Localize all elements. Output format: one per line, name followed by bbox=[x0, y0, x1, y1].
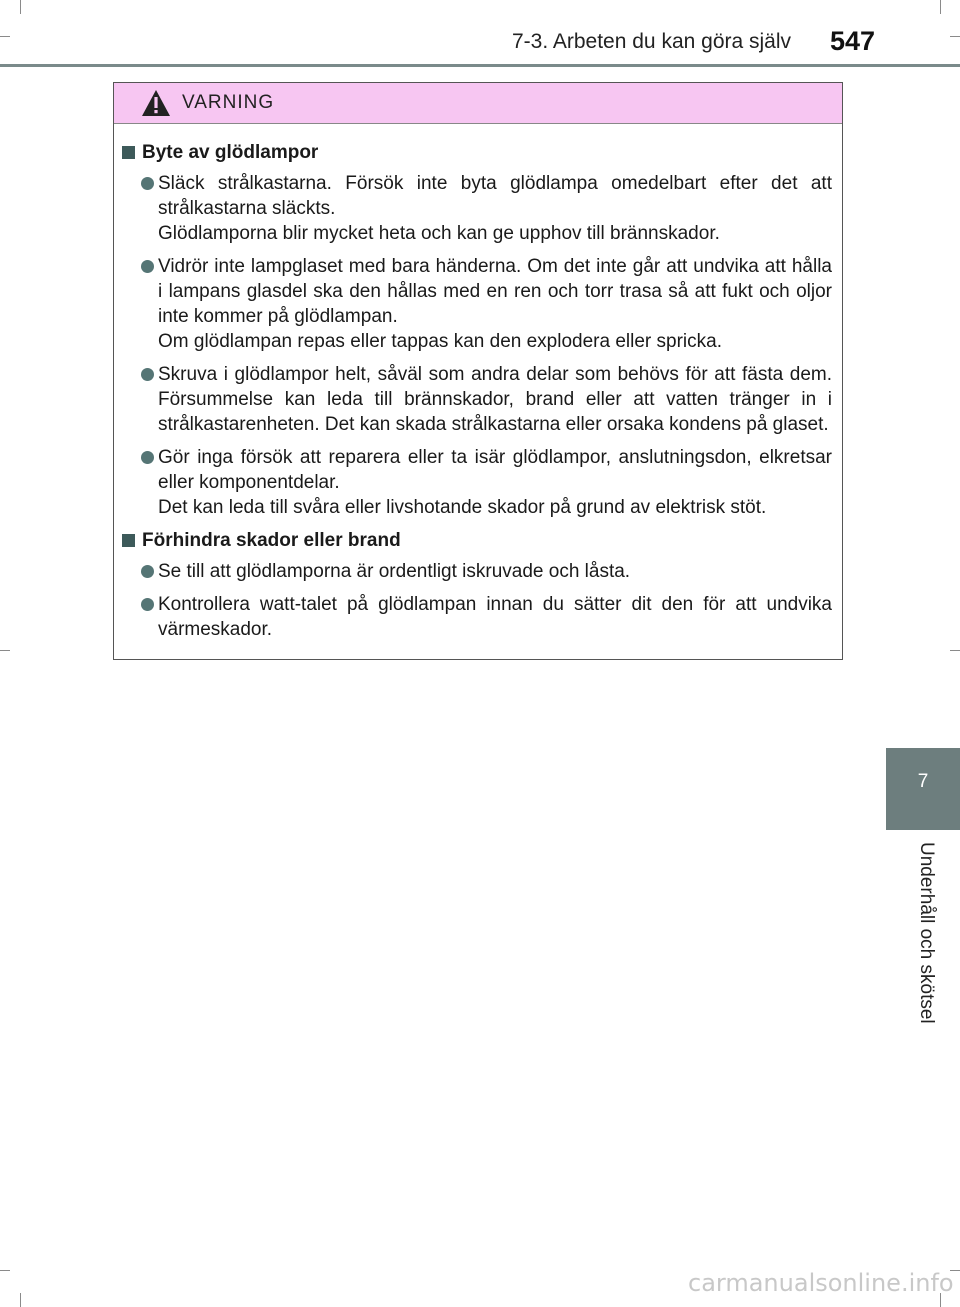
section-heading bbox=[122, 140, 832, 165]
section-heading-text: Förhindra skador eller brand bbox=[142, 530, 401, 551]
list-item-text: Glödlamporna blir mycket heta och kan ge upphov till brännskador. bbox=[158, 223, 720, 244]
crop-mark bbox=[950, 36, 960, 37]
list-item-text: Vidrör inte lampglaset med bara händerna. Om det inte går att undvika att hålla i lampans glasdel ska den hållas med en ren och torr trasa så att fukt och oljor inte kommer på glödlampan. bbox=[158, 256, 832, 327]
list-item-text: Skruva i glödlampor helt, såväl som andra delar som behövs för att fästa dem. Försummelse kan leda till brännskador, brand eller att vatten tränger in i strålkastarenheten. Det kan skada strålkastarna eller orsaka kondens på glaset. bbox=[158, 364, 832, 435]
list-item bbox=[122, 559, 832, 584]
list-item bbox=[122, 171, 832, 246]
bullet-dot-icon bbox=[141, 451, 154, 464]
crop-mark bbox=[20, 0, 21, 14]
bullet-dot-icon bbox=[141, 260, 154, 273]
section-heading-text: Byte av glödlampor bbox=[142, 142, 319, 163]
header-rule bbox=[0, 64, 960, 67]
warning-box bbox=[113, 82, 843, 660]
crop-mark bbox=[20, 1293, 21, 1307]
list-item-text: Se till att glödlamporna är ordentligt iskruvade och låsta. bbox=[158, 561, 631, 582]
watermark: carmanualsonline.info bbox=[688, 1269, 954, 1297]
warning-body bbox=[114, 124, 842, 642]
crop-mark bbox=[940, 0, 941, 14]
square-bullet-icon bbox=[122, 146, 135, 159]
bullet-dot-icon bbox=[141, 177, 154, 190]
bullet-dot-icon bbox=[141, 368, 154, 381]
warning-title: VARNING bbox=[182, 92, 275, 113]
square-bullet-icon bbox=[122, 534, 135, 547]
bullet-dot-icon bbox=[141, 598, 154, 611]
list-item bbox=[122, 254, 832, 354]
warning-triangle-icon bbox=[141, 89, 171, 117]
warning-header bbox=[114, 83, 842, 124]
chapter-title: Underhåll och skötsel bbox=[916, 842, 937, 1024]
section-heading bbox=[122, 528, 832, 553]
chapter-tab: 7 bbox=[886, 748, 960, 830]
crop-mark bbox=[0, 36, 10, 37]
bullet-dot-icon bbox=[141, 565, 154, 578]
list-item bbox=[122, 445, 832, 520]
list-item-text: Om glödlampan repas eller tappas kan den explodera eller spricka. bbox=[158, 331, 722, 352]
list-item-text: Släck strålkastarna. Försök inte byta glödlampa omedelbart efter det att strålkastarna släckts. bbox=[158, 173, 832, 219]
list-item bbox=[122, 362, 832, 437]
list-item bbox=[122, 592, 832, 642]
list-item-text: Det kan leda till svåra eller livshotande skador på grund av elektrisk stöt. bbox=[158, 497, 767, 518]
crop-mark bbox=[950, 650, 960, 651]
list-item-text: Gör inga försök att reparera eller ta isär glödlampor, anslutningsdon, elkretsar eller komponentdelar. bbox=[158, 447, 832, 493]
list-item-text: Kontrollera watt-talet på glödlampan innan du sätter dit den för att undvika värmeskador. bbox=[158, 594, 832, 640]
section-title: 7-3. Arbeten du kan göra själv bbox=[512, 30, 792, 53]
crop-mark bbox=[0, 650, 10, 651]
crop-mark bbox=[0, 1270, 10, 1271]
page-number: 547 bbox=[830, 26, 876, 56]
